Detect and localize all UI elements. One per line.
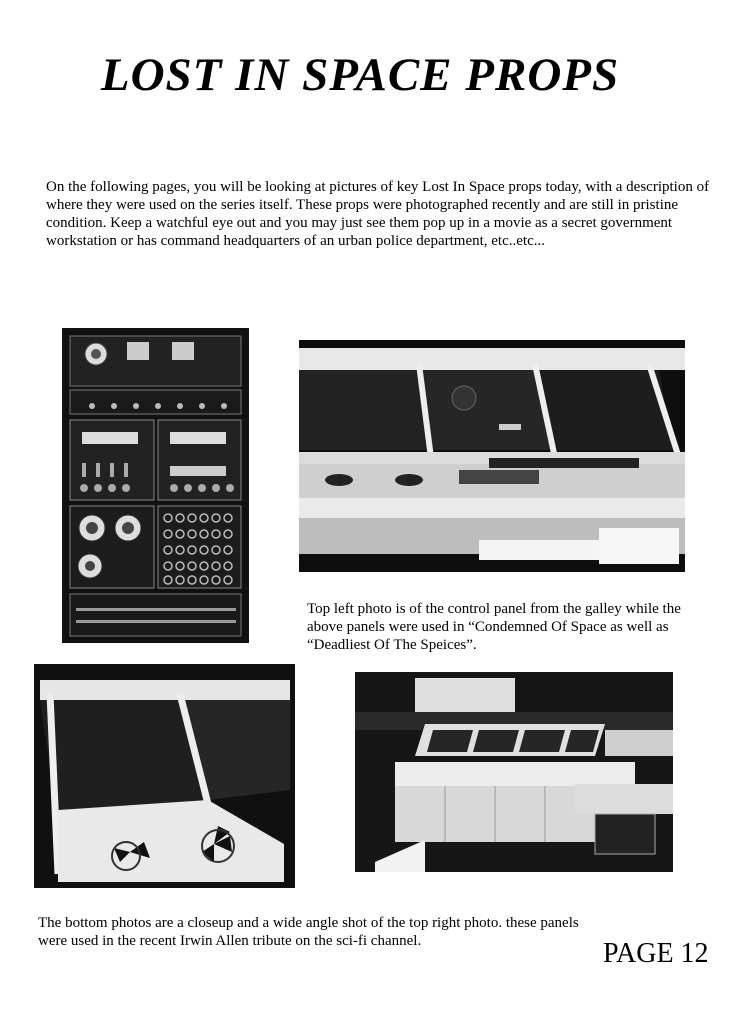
top-photos-caption: Top left photo is of the control panel from the galley while the above panels were used in “Condemned Of Space as well as “Deadliest Of The Speices”.	[307, 601, 681, 653]
panel-closeup-photo	[34, 664, 295, 888]
page-title: LOST IN SPACE PROPS	[100, 49, 620, 101]
bottom-photos-caption: The bottom photos are a closeup and a wide angle shot of the top right photo. these panels were used in the recent Irwin Allen tribute on the sci-fi channel.	[38, 915, 579, 949]
panels-wide-angle-photo	[355, 672, 673, 872]
galley-control-panel-photo	[62, 328, 249, 643]
intro-paragraph: On the following pages, you will be looking at pictures of key Lost In Space props today, with a description of where they were used on the series itself. These props were photographed recently and are still in pristine condition. Keep a watchful eye out and you may just see them pop up in a movie as a secret government workstation or has command headquarters of an urban police department, etc..etc...	[46, 179, 710, 249]
console-panels-photo	[299, 340, 685, 572]
page-number: PAGE 12	[603, 938, 709, 969]
